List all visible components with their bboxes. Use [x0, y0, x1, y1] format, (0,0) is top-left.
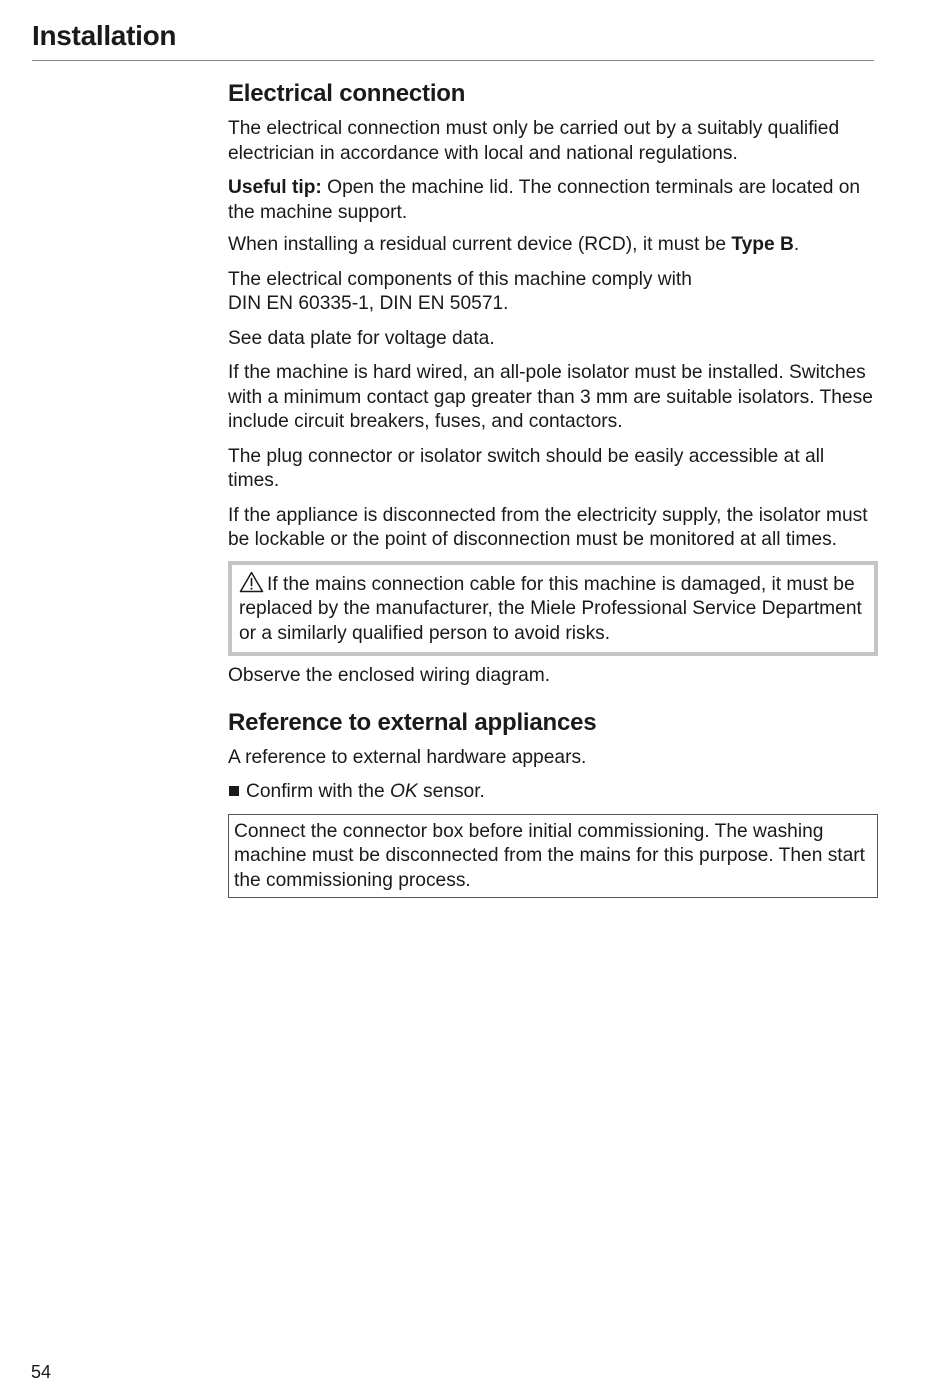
components-line-2: DIN EN 60335-1, DIN EN 50571.	[228, 293, 509, 314]
useful-tip-label: Useful tip:	[228, 177, 322, 198]
useful-tip-text: Open the machine lid. The connection terminals are located on the machine support.	[228, 177, 861, 223]
electrician-paragraph: The electrical connection must only be carried out by a suitably qualified electrician in accordance with local and national regulations.	[228, 118, 840, 164]
page-section-title: Installation	[32, 20, 177, 51]
bullet-square-icon	[229, 786, 239, 796]
components-paragraph	[228, 268, 878, 317]
rcd-text: When installing a residual current device (RCD), it must be	[228, 234, 732, 255]
ok-sensor-label: OK	[389, 781, 418, 802]
rcd-type: Type B	[731, 234, 794, 255]
external-appliances-heading: Reference to external appliances	[228, 708, 597, 736]
commissioning-note-box	[228, 814, 878, 899]
voltage-paragraph: See data plate for voltage data.	[228, 327, 495, 349]
warning-box	[228, 561, 878, 657]
rcd-end: .	[793, 234, 800, 255]
header-divider	[32, 60, 874, 61]
confirm-suffix: sensor.	[417, 781, 485, 802]
commissioning-note-text: Connect the connector box before initial commissioning. The washing machine must be disconnected from the mains for this purpose. Then start the commissioning process.	[234, 820, 866, 891]
plug-paragraph: The plug connector or isolator switch should be easily accessible at all times.	[228, 445, 825, 491]
components-line-1: The electrical components of this machine comply with	[228, 268, 692, 290]
disconnect-paragraph: If the appliance is disconnected from the electricity supply, the isolator must be lockable or the point of disconnection must be monitored at all times.	[228, 504, 868, 550]
wiring-diagram-paragraph: Observe the enclosed wiring diagram.	[228, 665, 551, 686]
main-content	[228, 78, 878, 898]
warning-text: If the mains connection cable for this machine is damaged, it must be replaced by the manufacturer, the Miele Professional Service Department or a similarly qualified person to avoid risks.	[239, 573, 862, 644]
isolator-paragraph: If the machine is hard wired, an all-pole isolator must be installed. Switches with a minimum contact gap greater than 3 mm are suitable isolators. These include circuit breakers, fuses, and contactors.	[228, 362, 873, 432]
warning-triangle-icon	[239, 571, 264, 593]
useful-tip-paragraph	[228, 176, 878, 225]
page-number: 54	[31, 1362, 52, 1382]
confirm-prefix: Confirm with the	[246, 781, 390, 802]
rcd-paragraph	[228, 233, 878, 258]
electrical-connection-heading: Electrical connection	[228, 80, 466, 107]
confirm-instruction	[228, 780, 878, 805]
external-hardware-paragraph: A reference to external hardware appears.	[228, 746, 587, 768]
